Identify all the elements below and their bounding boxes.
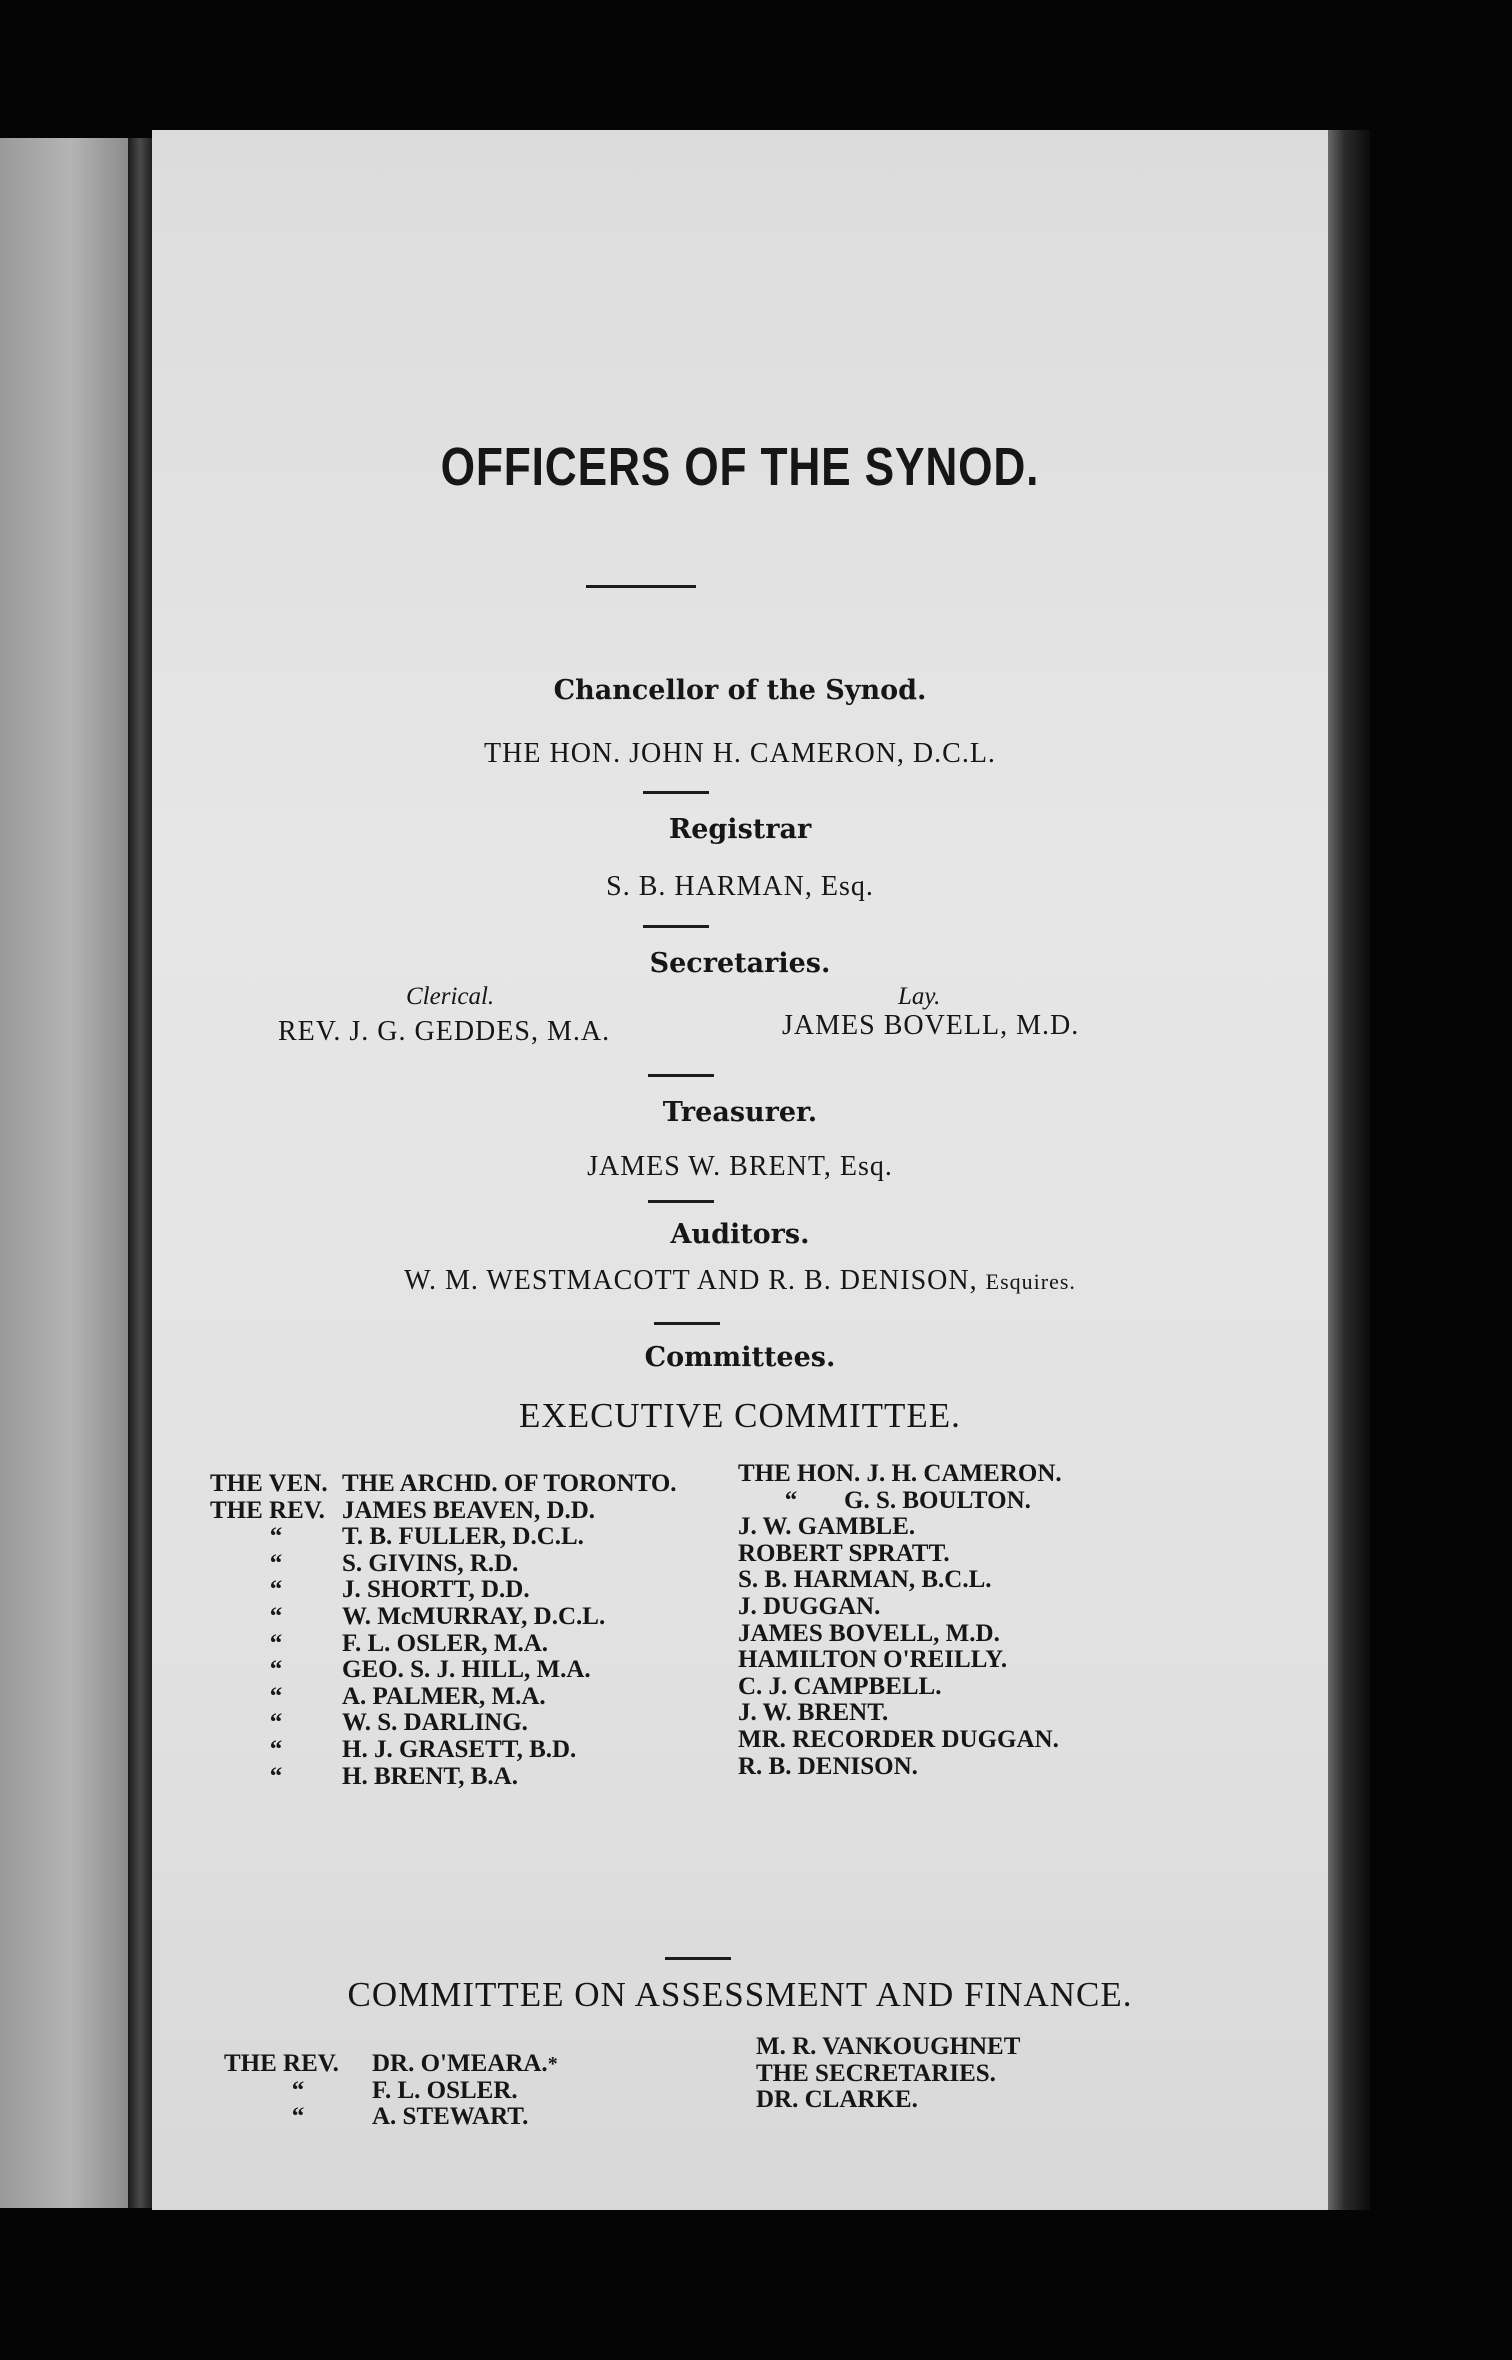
divider-rule bbox=[654, 1322, 720, 1325]
finance-right-column bbox=[756, 2034, 1020, 2114]
treasurer-name: JAMES W. BRENT, Esq. bbox=[587, 1151, 893, 1182]
finance-committee-heading: COMMITTEE ON ASSESSMENT AND FINANCE. bbox=[347, 1975, 1133, 2014]
list-item bbox=[756, 2061, 1020, 2088]
ditto-mark: “ bbox=[269, 1549, 283, 1577]
member-prefix: THE REV. bbox=[224, 2050, 339, 2077]
member-name: MR. RECORDER DUGGAN. bbox=[738, 1725, 1059, 1753]
list-item bbox=[738, 1514, 1062, 1541]
member-name: DR. O'MEARA. bbox=[372, 2050, 548, 2077]
ditto-mark: “ bbox=[269, 1682, 283, 1710]
ditto-mark: “ bbox=[269, 1602, 283, 1630]
member-name: H. J. GRASETT, B.D. bbox=[342, 1735, 577, 1763]
list-item bbox=[738, 1488, 1062, 1515]
member-name: H. BRENT, B.A. bbox=[342, 1762, 518, 1790]
page-edge-shadow bbox=[1328, 130, 1370, 2210]
member-name: GEO. S. J. HILL, M.A. bbox=[342, 1656, 591, 1684]
member-name: J. W. GAMBLE. bbox=[738, 1513, 916, 1541]
divider-rule bbox=[643, 925, 709, 928]
ditto-mark: “ bbox=[269, 1735, 283, 1763]
asterisk-mark: * bbox=[547, 2053, 558, 2075]
member-name: ROBERT SPRATT. bbox=[738, 1539, 950, 1567]
list-item bbox=[756, 2034, 1020, 2061]
list-item bbox=[738, 1754, 1062, 1781]
list-item bbox=[210, 1710, 677, 1737]
list-item bbox=[224, 2104, 558, 2131]
member-name: F. L. OSLER, M.A. bbox=[342, 1629, 549, 1657]
member-name: R. B. DENISON. bbox=[738, 1752, 918, 1780]
member-name: C. J. CAMPBELL. bbox=[738, 1672, 942, 1700]
executive-right-column bbox=[738, 1461, 1062, 1780]
list-item bbox=[210, 1577, 677, 1604]
page-title: OFFICERS OF THE SYNOD. bbox=[440, 437, 1040, 497]
document-page bbox=[152, 130, 1328, 2210]
list-item bbox=[756, 2087, 1020, 2114]
registrar-name: S. B. HARMAN, Esq. bbox=[606, 871, 874, 902]
list-item bbox=[210, 1737, 677, 1764]
list-item bbox=[738, 1727, 1062, 1754]
list-item bbox=[210, 1684, 677, 1711]
book-gutter bbox=[128, 138, 152, 2208]
lay-secretary-name: JAMES BOVELL, M.D. bbox=[782, 1010, 1080, 1041]
secretaries-heading: Secretaries. bbox=[649, 948, 831, 979]
ditto-mark: “ bbox=[291, 2103, 305, 2131]
title-rule bbox=[586, 585, 696, 588]
member-name: M. R. VANKOUGHNET bbox=[756, 2033, 1021, 2060]
auditors-line bbox=[152, 1265, 1328, 1297]
executive-left-column bbox=[210, 1471, 677, 1790]
list-item bbox=[738, 1621, 1062, 1648]
list-item bbox=[738, 1700, 1062, 1727]
list-item bbox=[224, 2051, 558, 2078]
member-name: A. PALMER, M.A. bbox=[342, 1682, 546, 1710]
member-prefix: THE VEN. bbox=[210, 1470, 328, 1497]
member-name: J. W. BRENT. bbox=[738, 1699, 889, 1727]
treasurer-heading: Treasurer. bbox=[662, 1097, 818, 1128]
member-name: A. STEWART. bbox=[372, 2103, 529, 2131]
divider-rule bbox=[665, 1957, 731, 1960]
member-prefix: THE REV. bbox=[210, 1496, 325, 1524]
member-name: HAMILTON O'REILLY. bbox=[738, 1646, 1008, 1674]
member-name: S. GIVINS, R.D. bbox=[342, 1549, 519, 1577]
ditto-mark: “ bbox=[269, 1656, 283, 1684]
committees-heading: Committees. bbox=[644, 1342, 836, 1373]
auditors-names: W. M. WESTMACOTT AND R. B. DENISON, bbox=[404, 1265, 978, 1296]
list-item bbox=[738, 1594, 1062, 1621]
member-name: W. S. DARLING. bbox=[342, 1709, 528, 1737]
member-name: DR. CLARKE. bbox=[756, 2086, 918, 2114]
member-name: THE SECRETARIES. bbox=[756, 2059, 996, 2087]
divider-rule bbox=[648, 1200, 714, 1203]
member-name: THE HON. J. H. CAMERON. bbox=[738, 1460, 1062, 1487]
list-item bbox=[210, 1551, 677, 1578]
list-item bbox=[738, 1674, 1062, 1701]
member-name: T. B. FULLER, D.C.L. bbox=[342, 1523, 584, 1551]
chancellor-name: THE HON. JOHN H. CAMERON, D.C.L. bbox=[484, 738, 996, 769]
ditto-mark: “ bbox=[291, 2076, 305, 2104]
member-name: THE ARCHD. OF TORONTO. bbox=[342, 1470, 677, 1497]
divider-rule bbox=[643, 791, 709, 794]
list-item bbox=[738, 1461, 1062, 1488]
auditors-suffix: Esquires. bbox=[985, 1269, 1076, 1294]
clerical-secretary-name: REV. J. G. GEDDES, M.A. bbox=[278, 1016, 611, 1047]
executive-committee-heading: EXECUTIVE COMMITTEE. bbox=[519, 1396, 961, 1435]
list-item bbox=[210, 1631, 677, 1658]
member-name: G. S. BOULTON. bbox=[844, 1486, 1031, 1514]
ditto-mark: “ bbox=[269, 1576, 283, 1604]
list-item bbox=[210, 1604, 677, 1631]
finance-left-column bbox=[224, 2051, 558, 2131]
list-item bbox=[738, 1567, 1062, 1594]
divider-rule bbox=[648, 1074, 714, 1077]
ditto-mark: “ bbox=[269, 1709, 283, 1737]
list-item bbox=[210, 1471, 677, 1498]
auditors-heading: Auditors. bbox=[670, 1219, 810, 1250]
ditto-mark: “ bbox=[784, 1486, 798, 1514]
list-item bbox=[210, 1498, 677, 1525]
member-name: F. L. OSLER. bbox=[372, 2076, 518, 2104]
ditto-mark: “ bbox=[269, 1523, 283, 1551]
list-item bbox=[210, 1524, 677, 1551]
registrar-heading: Registrar bbox=[668, 814, 812, 845]
member-name: W. McMURRAY, D.C.L. bbox=[342, 1602, 606, 1630]
clerical-label: Clerical. bbox=[406, 983, 495, 1010]
member-name: J. DUGGAN. bbox=[738, 1592, 881, 1620]
lay-label: Lay. bbox=[898, 983, 941, 1010]
ditto-mark: “ bbox=[269, 1762, 283, 1790]
member-name: S. B. HARMAN, B.C.L. bbox=[738, 1566, 992, 1594]
facing-page-edge bbox=[0, 138, 128, 2208]
list-item bbox=[210, 1764, 677, 1791]
member-name: JAMES BOVELL, M.D. bbox=[738, 1619, 1000, 1647]
list-item bbox=[210, 1657, 677, 1684]
list-item bbox=[738, 1541, 1062, 1568]
list-item bbox=[224, 2078, 558, 2105]
ditto-mark: “ bbox=[269, 1629, 283, 1657]
member-name: J. SHORTT, D.D. bbox=[342, 1576, 530, 1604]
chancellor-heading: Chancellor of the Synod. bbox=[553, 675, 927, 706]
member-name: JAMES BEAVEN, D.D. bbox=[342, 1496, 596, 1524]
list-item bbox=[738, 1647, 1062, 1674]
